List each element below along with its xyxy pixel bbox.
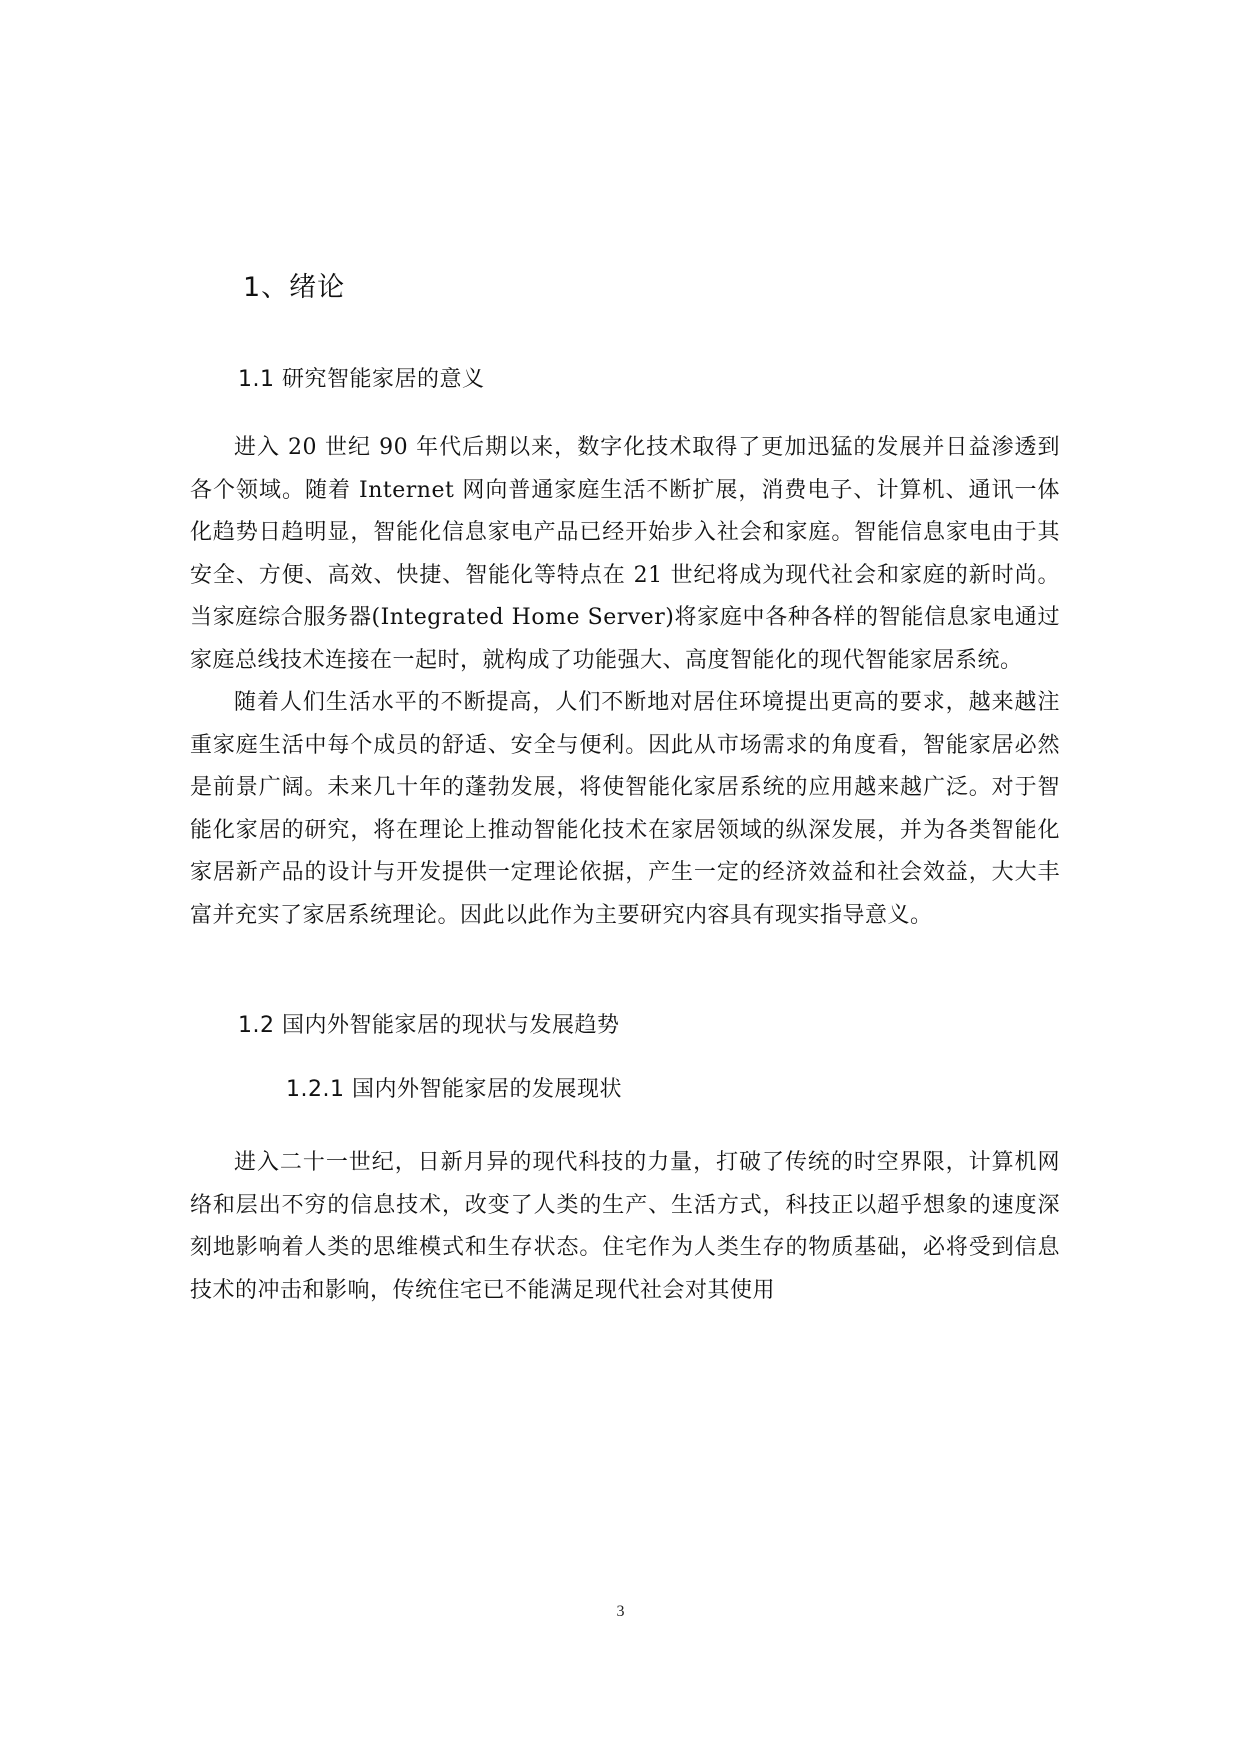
section-heading-1-1: 1.1 研究智能家居的意义 xyxy=(238,367,485,392)
subsection-heading-1-2-1: 1.2.1 国内外智能家居的发展现状 xyxy=(286,1077,622,1102)
section-heading-1-2: 1.2 国内外智能家居的现状与发展趋势 xyxy=(238,1013,620,1038)
paragraph-1-2-1-1: 进入二十一世纪，日新月异的现代科技的力量，打破了传统的时空界限，计算机网络和层出不穷的信息技术，改变了人类的生产、生活方式，科技正以超乎想象的速度深刻地影响着人类的思维模式和生存状态。住宅作为人类生存的物质基础，必将受到信息技术的冲击和影响，传统住宅已不能满足现代社会对其使用 xyxy=(190,1150,1060,1303)
document-content xyxy=(190,268,1060,1312)
page-number: 3 xyxy=(616,1603,625,1620)
section-spacer xyxy=(190,937,1060,1009)
paragraph-1-1-2: 随着人们生活水平的不断提高，人们不断地对居住环境提出更高的要求，越来越注重家庭生活中每个成员的舒适、安全与便利。因此从市场需求的角度看，智能家居必然是前景广阔。未来几十年的蓬勃发展，将使智能化家居系统的应用越来越广泛。对于智能化家居的研究，将在理论上推动智能化技术在家居领域的纵深发展，并为各类智能化家居新产品的设计与开发提供一定理论依据，产生一定的经济效益和社会效益，大大丰富并充实了家居系统理论。因此以此作为主要研究内容具有现实指导意义。 xyxy=(190,690,1060,928)
chapter-heading: 1、绪论 xyxy=(243,272,346,303)
paragraph-1-1-1: 进入 20 世纪 90 年代后期以来，数字化技术取得了更加迅猛的发展并日益渗透到各个领域。随着 Internet 网向普通家庭生活不断扩展，消费电子、计算机、通讯一体化趋势日趋明显，智能化信息家电产品已经开始步入社会和家庭。智能信息家电由于其安全、方便、高效、快捷、智能化等特点在 21 世纪将成为现代社会和家庭的新时尚。当家庭综合服务器(Integrated Home Server)将家庭中各种各样的智能信息家电通过家庭总线技术连接在一起时，就构成了功能强大、高度智能化的现代智能家居系统。 xyxy=(190,435,1060,673)
